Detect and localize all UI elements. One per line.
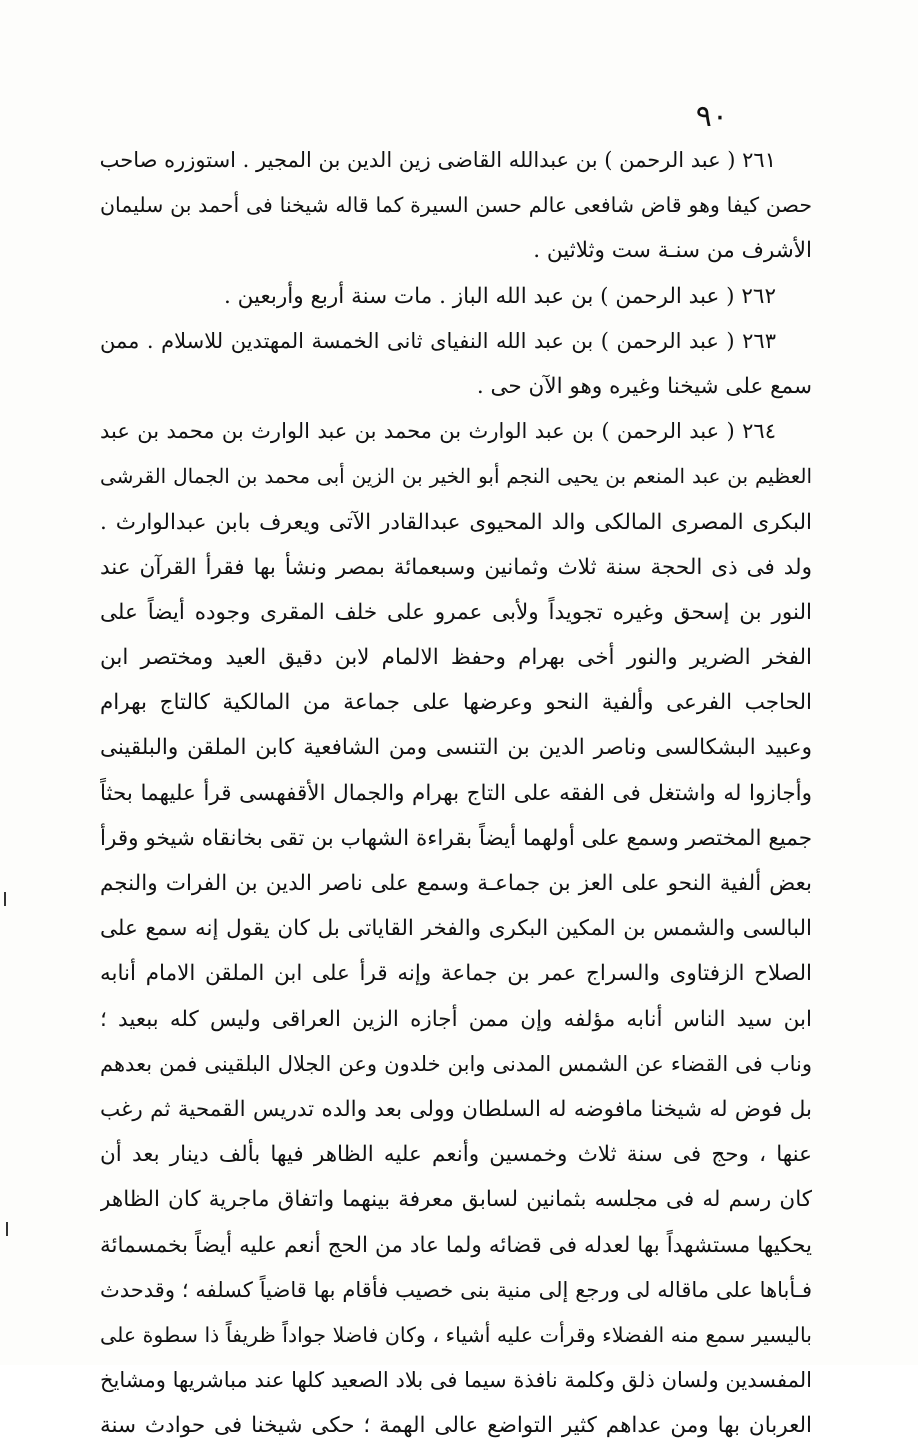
text-line: وناب فى القضاء عن الشمس المدنى وابن خلدون وعن الجلال البلقينى فمن بعدهم	[100, 1051, 812, 1076]
margin-mark	[4, 892, 6, 906]
text-line: ٢٦٣ ( عبد الرحمن ) بن عبد الله النفياى ثانى الخمسة المهتدين للاسلام . ممن	[100, 328, 776, 353]
margin-mark	[6, 1222, 8, 1236]
text-line: باليسير سمع منه الفضلاء وقرأت عليه أشياء ، وكان فاضلا جواداً ظريفاً ذا سطوة على	[100, 1322, 812, 1347]
text-line: البالسى والشمس بن المكين البكرى والفخر القاياتى بل كان يقول إنه سمع على	[100, 916, 812, 942]
text-line: ولد فى ذى الحجة سنة ثلاث وثمانين وسبعمائة بمصر ونشأ بها فقرأ القرآن عند	[100, 554, 812, 580]
text-line: عنها ، وحج فى سنة ثلاث وخمسين وأنعم عليه الظاهر فيها بألف دينار بعد أن	[100, 1142, 812, 1168]
text-line: سمع على شيخنا وغيره وهو الآن حى .	[476, 373, 812, 399]
text-line: ابن سيد الناس أنابه مؤلفه وإن ممن أجازه الزين العراقى وليس كله ببعيد ؛	[100, 1006, 812, 1032]
body-text	[100, 138, 812, 1448]
text-line: حصن كيفا وهو قاض شافعى عالم حسن السيرة كما قاله شيخنا فى أحمد بن سليمان	[100, 193, 812, 218]
text-line: الفخر الضرير والنور أخى بهرام وحفظ الالمام لابن دقيق العيد ومختصر ابن	[100, 645, 812, 671]
text-line: ٢٦٢ ( عبد الرحمن ) بن عبد الله الباز . مات سنة أربع وأربعين .	[224, 283, 776, 309]
text-line: ٢٦١ ( عبد الرحمن ) بن عبدالله القاضى زين الدين بن المجير . استوزره صاحب	[100, 148, 776, 172]
text-line: الأشرف من سنـة ست وثلاثين .	[533, 238, 812, 264]
text-line: ٢٦٤ ( عبد الرحمن ) بن عبد الوارث بن محمد بن عبد الوارث بن محمد بن عبد	[100, 419, 776, 444]
text-line: البكرى المصرى المالكى والد المحيوى عبدالقادر الآتى ويعرف بابن عبدالوارث .	[100, 509, 812, 535]
text-line: العظيم بن عبد المنعم بن يحيى النجم أبو الخير بن الزين أبى محمد بن الجمال القرشى	[100, 464, 812, 489]
text-line: فـأباها على ماقاله لى ورجع إلى منية بنى خصيب فأقام بها قاضياً كسلفه ؛ وقدحدث	[100, 1277, 812, 1302]
text-line: المفسدين ولسان ذلق وكلمة نافذة سيما فى بلاد الصعيد كلها عند مباشريها ومشايخ	[100, 1368, 812, 1393]
text-line: الحاجب الفرعى وألفية النحو وعرضها على جماعة من المالكية كالتاج بهرام	[100, 690, 812, 716]
text-line: بعض ألفية النحو على العز بن جماعـة وسمع على ناصر الدين بن الفرات والنجم	[100, 871, 812, 896]
text-line: جميع المختصر وسمع على أولهما أيضاً بقراءة الشهاب بن تقى بخانقاه شيخو وقرأ	[100, 825, 812, 851]
text-line: الصلاح الزفتاوى والسراج عمر بن جماعة وإنه قرأ على ابن الملقن الامام أنابه	[100, 961, 812, 987]
text-line: بل فوض له شيخنا مافوضه له السلطان وولى بعد والده تدريس القمحية ثم رغب	[100, 1096, 812, 1122]
text-line: كان رسم له فى مجلسه بثمانين لسابق معرفة بينهما واتفاق ماجرية كان الظاهر	[100, 1187, 812, 1213]
text-line: العربان بها ومن عداهم كثير التواضع عالى الهمة ؛ حكى شيخنا فى حوادث سنة	[100, 1413, 812, 1439]
text-line: يحكيها مستشهداً بها لعدله فى قضائه ولما عاد من الحج أنعم عليه أيضاً بخمسمائة	[100, 1232, 812, 1258]
text-line: النور بن إسحق وغيره تجويداً ولأبى عمرو على خلف المقرى وجوده أيضاً على	[100, 599, 812, 625]
text-line: وأجازوا له واشتغل فى الفقه على التاج بهرام والجمال الأقفهسى قرأ عليهما بحثاً	[100, 780, 812, 806]
text-line: وعبيد البشكالسى وناصر الدين بن التنسى ومن الشافعية كابن الملقن والبلقينى	[100, 735, 812, 761]
page-number: ٩٠	[695, 99, 728, 134]
